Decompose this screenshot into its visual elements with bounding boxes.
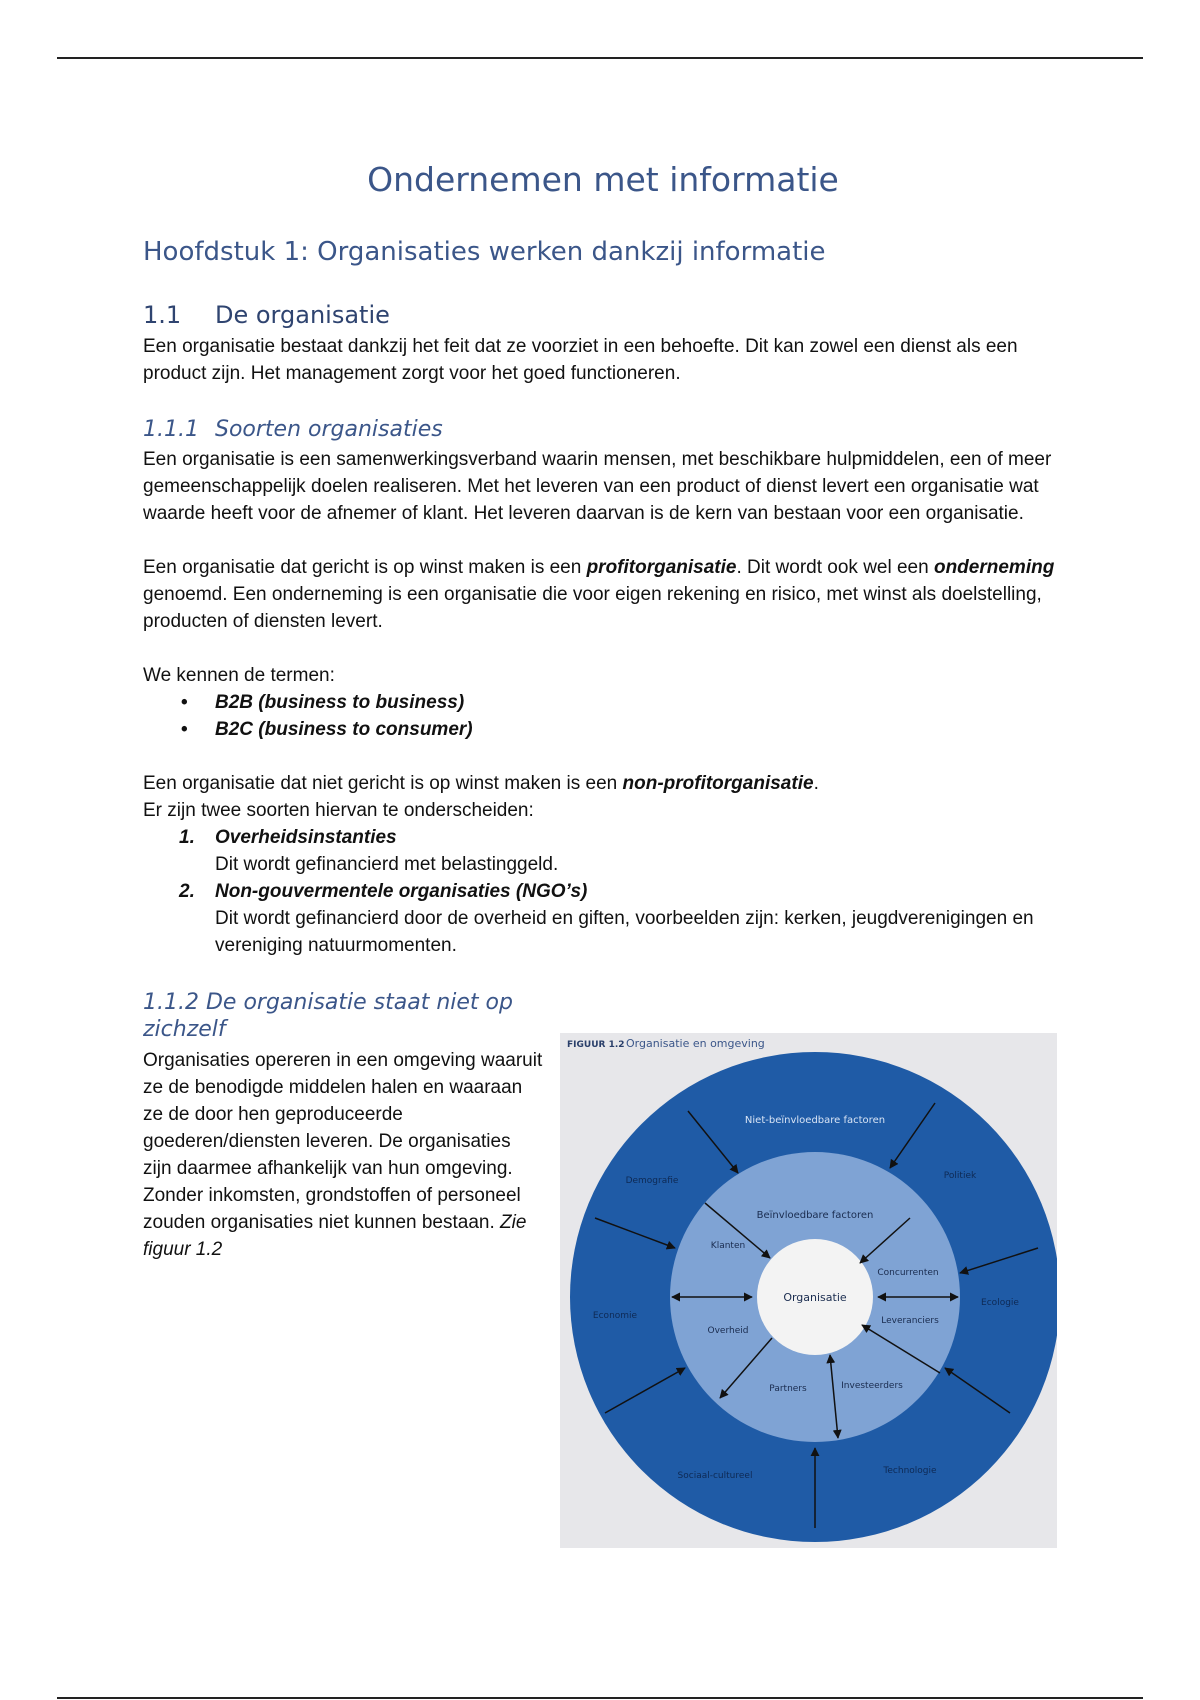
center-label: Organisatie [783,1291,847,1304]
middle-label: Klanten [710,1241,746,1251]
section-number: 1.1 [143,301,182,329]
paragraph: Een organisatie bestaat dankzij het feit dat ze voorziet in een behoefte. Dit kan zowel een dienst als een product zijn. Het management zorgt voor het goed functioneren. [143,336,1018,384]
list-item: • B2B (business to business) [181,692,465,713]
middle-ring-title: Beïnvloedbare factoren [756,1210,874,1221]
outer-ring-title: Niet-beïnvloedbare factoren [744,1115,886,1126]
chapter-heading: Hoofdstuk 1: Organisaties werken dankzij informatie [143,237,826,267]
paragraph: Er zijn twee soorten hiervan te onderscheiden: [143,800,534,821]
list-item: 1. Overheidsinstanties [179,827,397,848]
outer-label: Sociaal-cultureel [677,1471,753,1481]
numbered-list [143,824,1063,959]
list-item-desc: Dit wordt gefinancierd met belastinggeld. [215,854,559,875]
outer-label: Politiek [943,1171,977,1181]
section-title: De organisatie [215,301,390,329]
paragraph: Een organisatie dat gericht is op winst maken is een profitorganisatie. Dit wordt ook wel een onderneming genoemd. Een onderneming is een organisatie die voor eigen rekening en risico, met winst als doelstelling, producten of diensten levert. [143,557,1055,632]
paragraph: Een organisatie is een samenwerkingsverband waarin mensen, met beschikbare hulpmiddelen, een of meer gemeenschappelijk doelen realiseren. Met het leveren van een product of dienst levert een organisatie wat waarde heeft voor de afnemer of klant. Het leveren daarvan is de kern van bestaan voor een organisatie. [143,449,1052,524]
figure-reference: Zie figuur 1.2 [143,1212,527,1260]
figure-caption-text: Organisatie en omgeving [626,1037,765,1050]
figure-caption-label: FIGUUR 1.2 [567,1040,625,1050]
middle-label: Concurrenten [877,1268,939,1278]
outer-label: Demografie [625,1176,679,1186]
middle-label: Overheid [707,1326,749,1336]
section-1-1-2-text [143,989,543,1263]
list-item: 2. Non-gouvermentele organisaties (NGO’s) [179,881,588,902]
outer-label: Ecologie [981,1298,1019,1308]
middle-label: Investeerders [841,1381,903,1391]
term-onderneming: onderneming [933,557,1055,578]
middle-label: Partners [769,1384,807,1394]
subsection-title: Soorten organisaties [215,417,443,442]
middle-label: Leveranciers [881,1316,939,1326]
subsection-heading-1-1-1 [143,417,1063,442]
subsection-number: 1.1.1 [143,417,199,442]
terms-list [143,689,1063,743]
list-item-desc: Dit wordt gefinancierd door de overheid en giften, voorbeelden zijn: kerken, jeugdverenigingen en vereniging natuurmomenten. [215,908,1034,956]
figure-diagram [560,1033,1057,1548]
figure-organisatie-omgeving [560,1033,1057,1548]
term-profitorganisatie: profitorganisatie [586,557,737,578]
outer-label: Economie [592,1311,638,1321]
paragraph: We kennen de termen: [143,665,335,686]
outer-label: Technologie [883,1466,937,1476]
section-heading-1-1 [143,301,1063,329]
list-item: • B2C (business to consumer) [181,719,473,740]
paragraph: Een organisatie dat niet gericht is op winst maken is een non-profitorganisatie. [143,773,819,794]
subsection-heading-1-1-2: 1.1.2 De organisatie staat niet op zichzelf [143,990,513,1042]
term-non-profitorganisatie: non-profitorganisatie [622,773,814,794]
header-rule [57,57,1143,59]
footer-rule [57,1697,1143,1699]
document-title: Ondernemen met informatie [367,160,839,199]
paragraph: Organisaties opereren in een omgeving waaruit ze de benodigde middelen halen en waaraan ze de door hen geproduceerde goederen/diensten leveren. De organisaties zijn daarmee afhankelijk van hun omgeving. Zonder inkomsten, grondstoffen of personeel zouden organisaties niet kunnen bestaan. Zie figuur 1.2 [143,1050,543,1260]
